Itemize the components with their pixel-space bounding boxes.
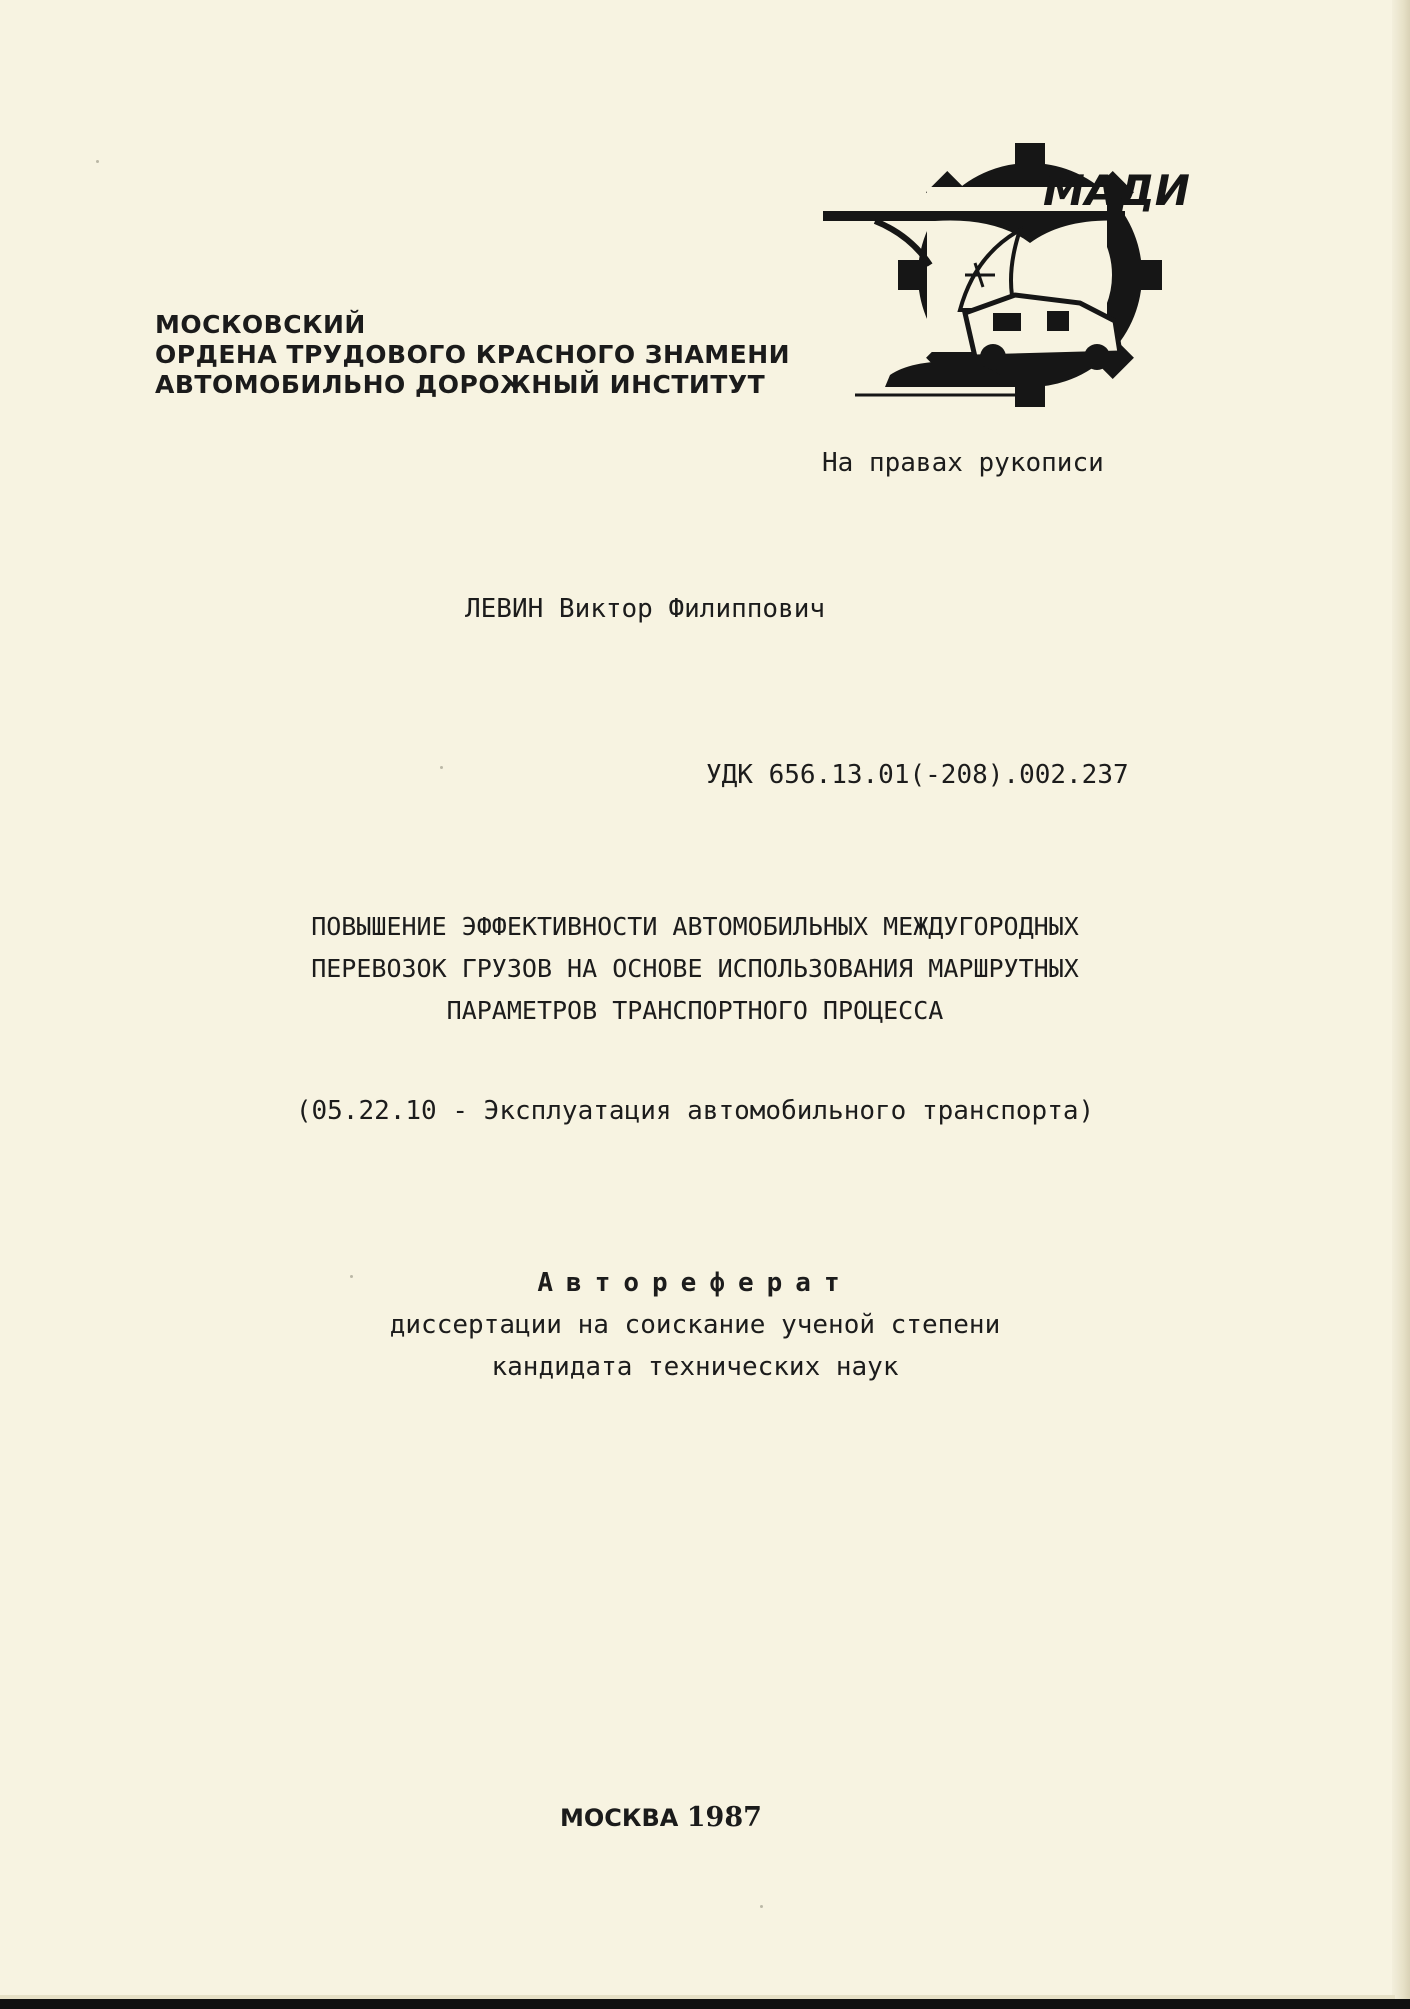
title-line: ПАРАМЕТРОВ ТРАНСПОРТНОГО ПРОЦЕССА <box>446 996 944 1025</box>
institute-line: АВТОМОБИЛЬНО ДОРОЖНЫЙ ИНСТИТУТ <box>155 370 766 399</box>
publication-year: 1987 <box>686 1802 762 1833</box>
title-line: ПОВЫШЕНИЕ ЭФФЕКТИВНОСТИ АВТОМОБИЛЬНЫХ МЕЖДУГОРОДНЫХ <box>311 912 1079 941</box>
title-line: ПЕРЕВОЗОК ГРУЗОВ НА ОСНОВЕ ИСПОЛЬЗОВАНИЯ МАРШРУТНЫХ <box>311 954 1079 983</box>
specialty-code: (05.22.10 - Эксплуатация автомобильного транспорта) <box>295 1096 1095 1126</box>
institute-line: ОРДЕНА ТРУДОВОГО КРАСНОГО ЗНАМЕНИ <box>155 340 791 369</box>
city-name: МОСКВА <box>560 1804 679 1832</box>
dissertation-title <box>195 906 1195 1032</box>
rights-note: На правах рукописи <box>822 448 1104 478</box>
institute-name <box>155 310 795 400</box>
publication-place <box>560 1802 762 1833</box>
udk-code: УДК 656.13.01(-208).002.237 <box>706 760 1129 790</box>
scan-border <box>0 1999 1410 2009</box>
institute-line: МОСКОВСКИЙ <box>155 310 366 339</box>
madi-logo <box>815 125 1210 410</box>
paper-speck <box>760 1905 763 1908</box>
author-name: ЛЕВИН Виктор Филиппович <box>465 594 826 624</box>
abstract-block <box>195 1262 1195 1388</box>
abstract-line: диссертации на соискание ученой степени <box>389 1310 1001 1340</box>
paper-speck <box>440 766 443 769</box>
abstract-line: кандидата технических наук <box>491 1352 899 1382</box>
abstract-label: Автореферат <box>537 1268 853 1298</box>
scan-edge <box>1392 0 1410 2009</box>
logo-text: МАДИ <box>1043 166 1190 215</box>
paper-speck <box>96 160 99 163</box>
